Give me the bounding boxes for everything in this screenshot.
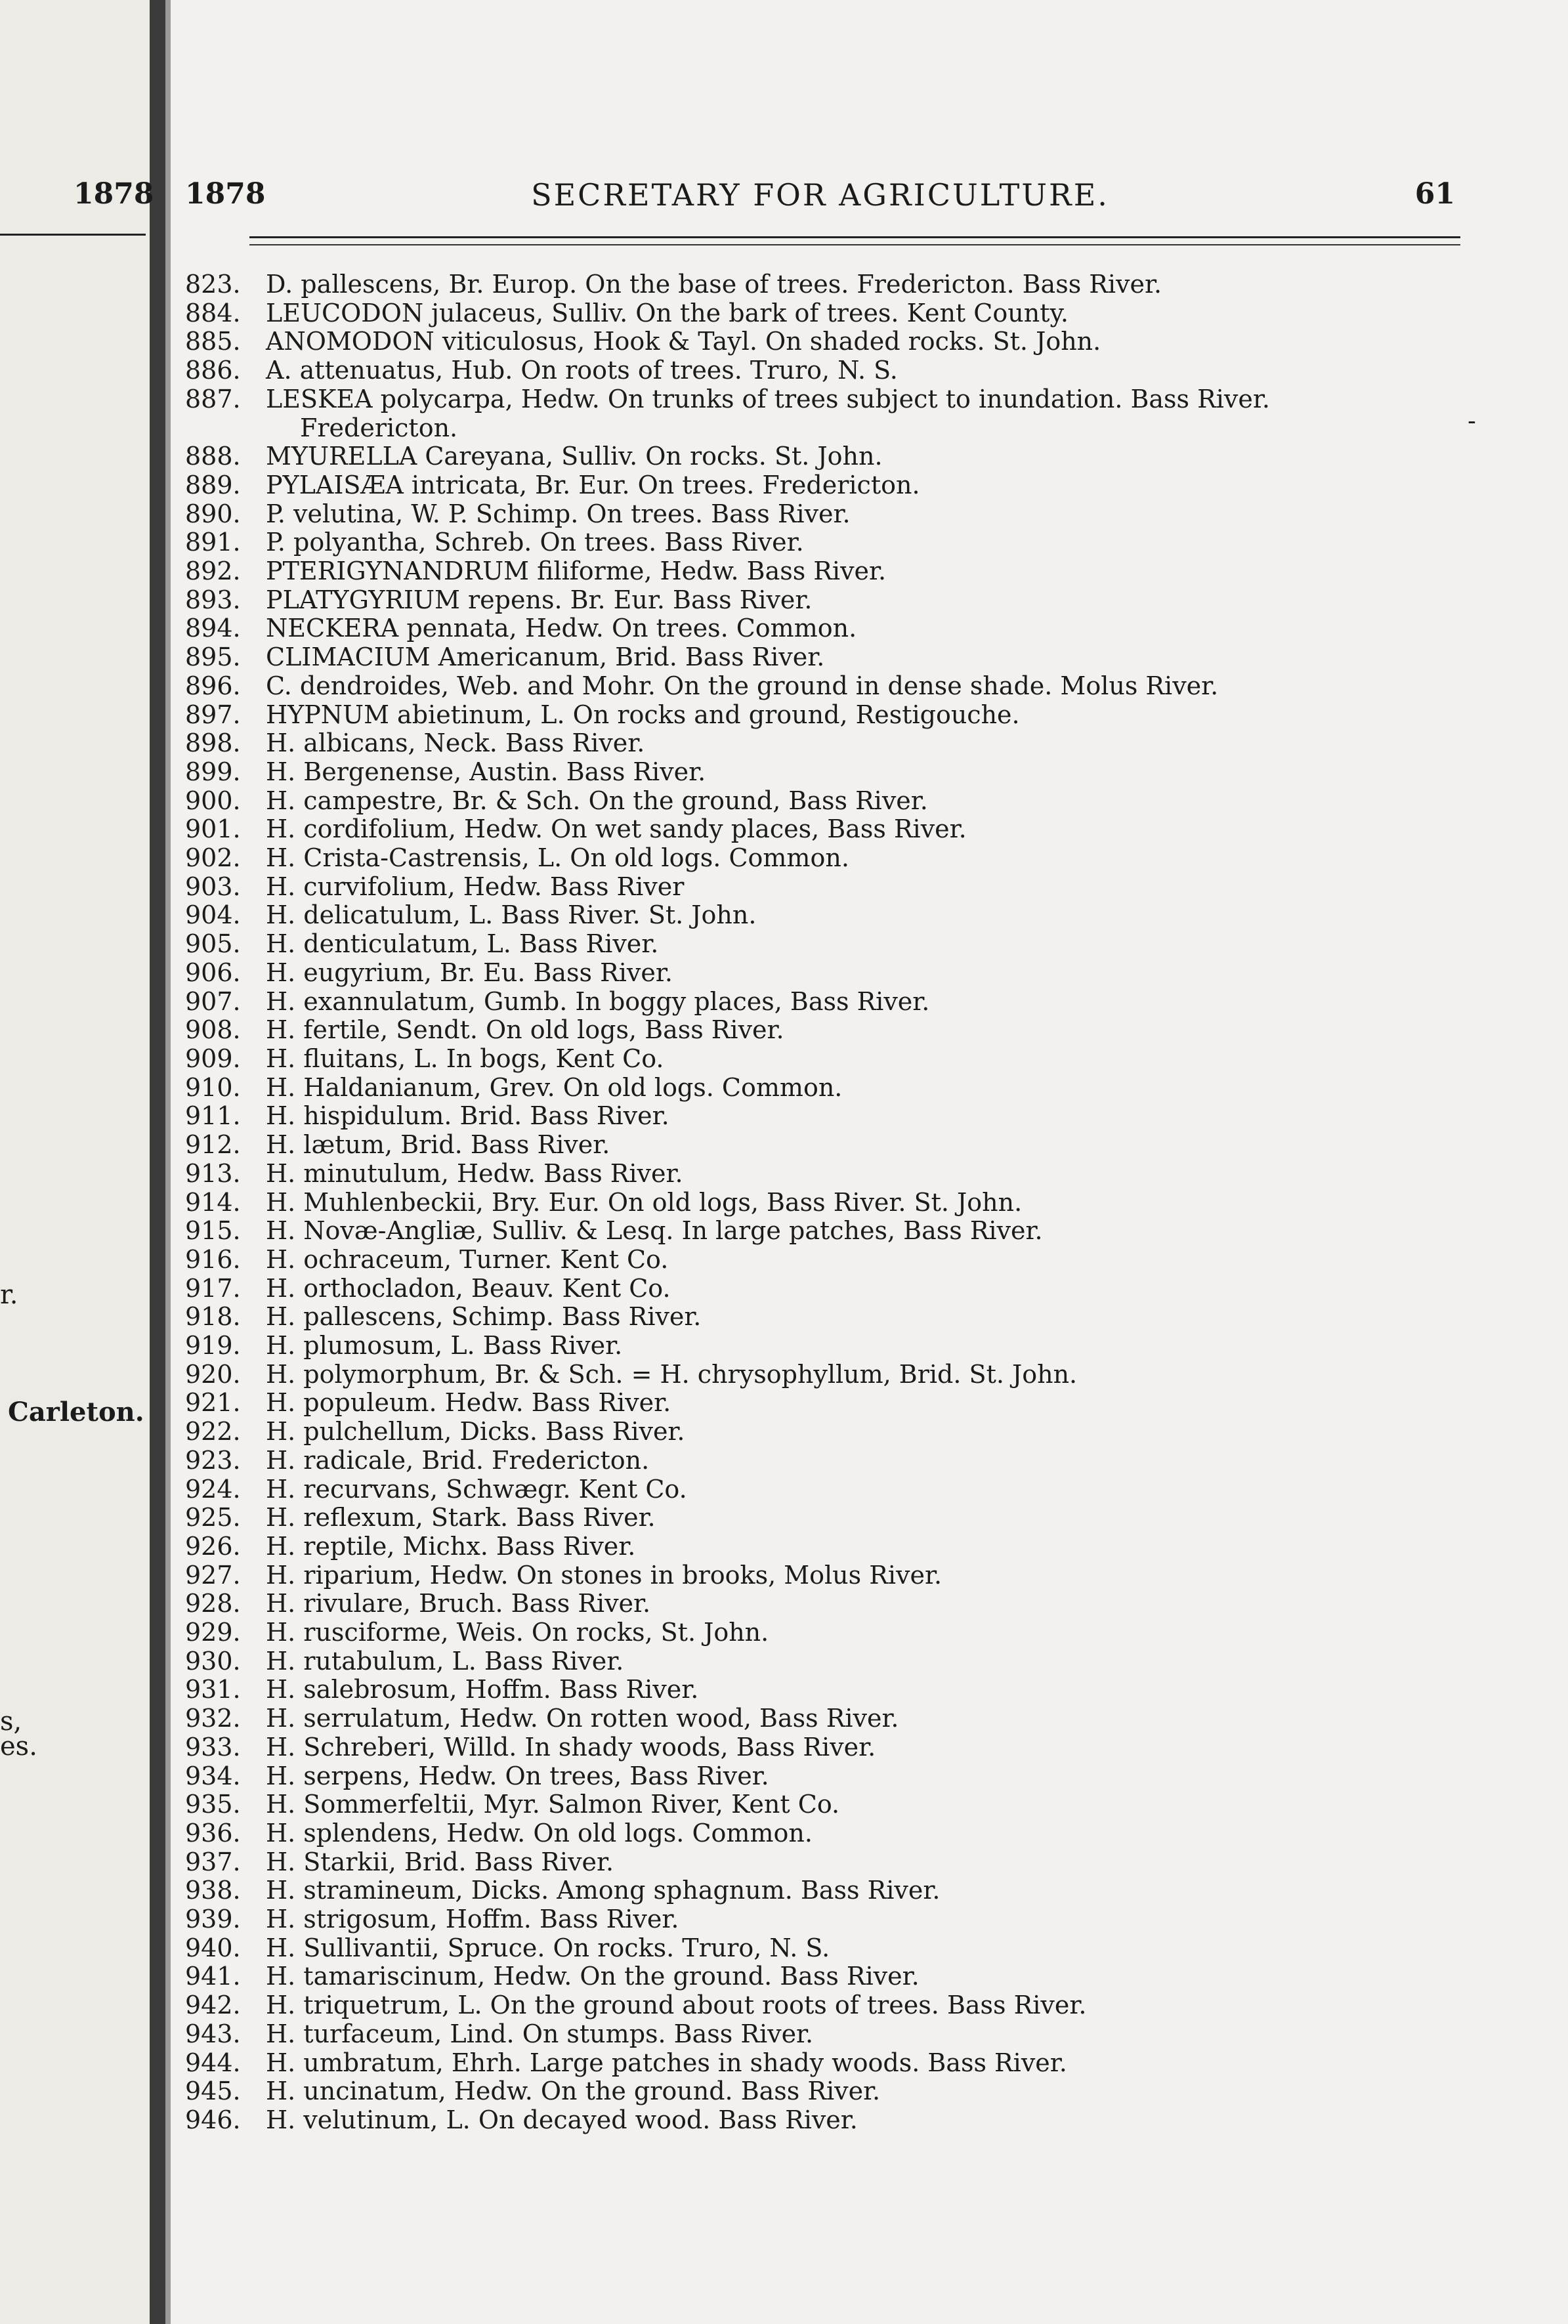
entry-text: H. strigosum, Hoffm. Bass River. bbox=[266, 1905, 679, 1934]
list-item bbox=[185, 988, 1472, 1017]
entry-text: H. Sullivantii, Spruce. On rocks. Truro, N. S. bbox=[266, 1933, 830, 1962]
entry-number: 927. bbox=[185, 1560, 241, 1590]
entry-number: 931. bbox=[185, 1675, 241, 1704]
list-item bbox=[185, 1160, 1472, 1189]
entry-text: H. Crista-Castrensis, L. On old logs. Common. bbox=[266, 843, 849, 873]
list-item bbox=[185, 270, 1472, 299]
entry-number: 906. bbox=[185, 958, 241, 987]
list-item bbox=[185, 844, 1472, 873]
entry-text: H. albicans, Neck. Bass River. bbox=[266, 729, 645, 758]
list-item bbox=[185, 614, 1472, 643]
entry-number: 911. bbox=[185, 1101, 241, 1131]
entry-text: H. campestre, Br. & Sch. On the ground, Bass River. bbox=[266, 786, 928, 815]
entry-number: 887. bbox=[185, 384, 241, 413]
entry-number: 891. bbox=[185, 528, 241, 557]
entry-text: H. Haldanianum, Grev. On old logs. Common. bbox=[266, 1072, 843, 1102]
entry-number: 935. bbox=[185, 1790, 241, 1819]
list-item bbox=[185, 1389, 1472, 1418]
book-spine-shadow bbox=[150, 0, 165, 2324]
entry-text: H. curvifolium, Hedw. Bass River bbox=[266, 872, 685, 901]
entry-number: 905. bbox=[185, 929, 241, 959]
list-item bbox=[185, 1991, 1472, 2020]
entry-text: H. reptile, Michx. Bass River. bbox=[266, 1531, 636, 1561]
list-item bbox=[185, 2020, 1472, 2049]
list-item bbox=[185, 1876, 1472, 1905]
entry-number: 907. bbox=[185, 986, 241, 1016]
entry-number: 893. bbox=[185, 585, 241, 614]
header-rule-thick bbox=[249, 236, 1460, 238]
entry-number: 890. bbox=[185, 499, 241, 528]
entry-text: H. eugyrium, Br. Eu. Bass River. bbox=[266, 958, 673, 987]
list-item bbox=[185, 1275, 1472, 1303]
list-item bbox=[185, 1102, 1472, 1131]
entry-number: 917. bbox=[185, 1273, 241, 1303]
entry-text: H. riparium, Hedw. On stones in brooks, Molus River. bbox=[266, 1560, 943, 1590]
entry-text: H. serrulatum, Hedw. On rotten wood, Bass River. bbox=[266, 1704, 899, 1733]
list-item bbox=[185, 787, 1472, 816]
list-item bbox=[185, 1332, 1472, 1361]
entry-text: H. rusciforme, Weis. On rocks, St. John. bbox=[266, 1618, 769, 1647]
entry-number: 946. bbox=[185, 2105, 241, 2134]
list-item bbox=[185, 442, 1472, 471]
entry-text: H. polymorphum, Br. & Sch. = H. chrysophyllum, Brid. St. John. bbox=[266, 1359, 1078, 1389]
entry-text: H. turfaceum, Lind. On stumps. Bass River. bbox=[266, 2019, 814, 2048]
entry-number: 902. bbox=[185, 843, 241, 873]
entry-number: 942. bbox=[185, 1991, 241, 2020]
entry-number: 899. bbox=[185, 757, 241, 786]
list-item bbox=[185, 1704, 1472, 1733]
page-title: SECRETARY FOR AGRICULTURE. bbox=[531, 177, 1109, 213]
entry-text: H. Novæ-Angliæ, Sulliv. & Lesq. In large patches, Bass River. bbox=[266, 1216, 1043, 1246]
species-list bbox=[185, 270, 1472, 2135]
list-item bbox=[185, 471, 1472, 500]
entry-text: H. denticulatum, L. Bass River. bbox=[266, 929, 659, 959]
entry-number: 921. bbox=[185, 1388, 241, 1418]
book-spine-edge bbox=[165, 0, 171, 2324]
entry-text: H. ochraceum, Turner. Kent Co. bbox=[266, 1244, 669, 1274]
entry-number: 912. bbox=[185, 1130, 241, 1160]
list-item bbox=[185, 2049, 1472, 2078]
list-item bbox=[185, 2106, 1472, 2135]
line-hyphen: - bbox=[1468, 406, 1476, 435]
list-item bbox=[185, 643, 1472, 672]
list-item bbox=[185, 528, 1472, 557]
entry-number: 909. bbox=[185, 1044, 241, 1073]
entry-text: H. radicale, Brid. Fredericton. bbox=[266, 1445, 650, 1475]
entry-text: PYLAISÆA intricata, Br. Eur. On trees. Fredericton. bbox=[266, 470, 920, 499]
left-fragment-carleton: Carleton. bbox=[8, 1397, 144, 1427]
entry-text: H. tamariscinum, Hedw. On the ground. Bass River. bbox=[266, 1962, 920, 1991]
left-fragment-r: r. bbox=[0, 1280, 18, 1310]
entry-text: H. salebrosum, Hoffm. Bass River. bbox=[266, 1675, 699, 1704]
list-item bbox=[185, 385, 1472, 414]
entry-number: 920. bbox=[185, 1359, 241, 1389]
entry-number: 914. bbox=[185, 1187, 241, 1217]
entry-number: 938. bbox=[185, 1876, 241, 1905]
entry-text: H. rutabulum, L. Bass River. bbox=[266, 1646, 624, 1676]
entry-text: LESKEA polycarpa, Hedw. On trunks of trees subject to inundation. Bass River. bbox=[266, 384, 1270, 413]
entry-text: HYPNUM abietinum, L. On rocks and ground, Restigouche. bbox=[266, 700, 1020, 729]
entry-number: 932. bbox=[185, 1704, 241, 1733]
entry-number: 895. bbox=[185, 643, 241, 672]
list-item bbox=[185, 1618, 1472, 1647]
list-item bbox=[185, 1848, 1472, 1877]
entry-number: 925. bbox=[185, 1503, 241, 1532]
list-item bbox=[185, 1676, 1472, 1704]
list-item bbox=[185, 1045, 1472, 1074]
list-item bbox=[185, 1447, 1472, 1475]
entry-text: H. cordifolium, Hedw. On wet sandy places, Bass River. bbox=[266, 814, 967, 844]
entry-number: 901. bbox=[185, 814, 241, 844]
list-item bbox=[185, 1475, 1472, 1504]
running-header bbox=[185, 177, 1455, 217]
entry-number: 937. bbox=[185, 1847, 241, 1876]
entry-text: H. rivulare, Bruch. Bass River. bbox=[266, 1589, 651, 1618]
list-item bbox=[185, 2077, 1472, 2106]
entry-text: H. Starkii, Brid. Bass River. bbox=[266, 1847, 614, 1876]
list-item bbox=[185, 901, 1472, 930]
entry-text: PLATYGYRIUM repens. Br. Eur. Bass River. bbox=[266, 585, 813, 614]
entry-number: 904. bbox=[185, 900, 241, 930]
entry-text: H. plumosum, L. Bass River. bbox=[266, 1331, 623, 1361]
entry-number: 943. bbox=[185, 2019, 241, 2048]
entry-text: LEUCODON julaceus, Sulliv. On the bark of trees. Kent County. bbox=[266, 298, 1069, 327]
list-item bbox=[185, 758, 1472, 787]
list-item bbox=[185, 959, 1472, 988]
entry-text: H. Muhlenbeckii, Bry. Eur. On old logs, Bass River. St. John. bbox=[266, 1187, 1023, 1217]
entry-number: 918. bbox=[185, 1302, 241, 1332]
list-item bbox=[185, 1762, 1472, 1791]
entry-text: H. fluitans, L. In bogs, Kent Co. bbox=[266, 1044, 664, 1073]
entry-text: H. Schreberi, Willd. In shady woods, Bass River. bbox=[266, 1732, 876, 1762]
entry-continuation: Fredericton. bbox=[300, 413, 458, 442]
left-page-year: 1878 bbox=[74, 177, 154, 211]
entry-number: 926. bbox=[185, 1531, 241, 1561]
list-item bbox=[185, 1418, 1472, 1447]
entry-text: H. umbratum, Ehrh. Large patches in shady woods. Bass River. bbox=[266, 2048, 1067, 2077]
entry-number: 945. bbox=[185, 2077, 241, 2106]
list-item bbox=[185, 1790, 1472, 1819]
list-item bbox=[185, 1074, 1472, 1103]
entry-number: 928. bbox=[185, 1589, 241, 1618]
list-item bbox=[185, 557, 1472, 586]
entry-text: H. pulchellum, Dicks. Bass River. bbox=[266, 1417, 685, 1447]
list-item bbox=[185, 873, 1472, 902]
list-item bbox=[185, 1217, 1472, 1246]
left-page-rule bbox=[0, 234, 146, 236]
entry-text: H. delicatulum, L. Bass River. St. John. bbox=[266, 900, 757, 930]
list-item bbox=[185, 327, 1472, 356]
entry-text: H. reflexum, Stark. Bass River. bbox=[266, 1503, 656, 1532]
list-item bbox=[185, 299, 1472, 328]
entry-text: H. stramineum, Dicks. Among sphagnum. Bass River. bbox=[266, 1876, 941, 1905]
list-item bbox=[185, 930, 1472, 959]
list-item bbox=[185, 1361, 1472, 1389]
entry-text: H. uncinatum, Hedw. On the ground. Bass River. bbox=[266, 2077, 881, 2106]
entry-number: 910. bbox=[185, 1072, 241, 1102]
entry-number: 923. bbox=[185, 1445, 241, 1475]
entry-number: 922. bbox=[185, 1417, 241, 1447]
entry-text: H. splendens, Hedw. On old logs. Common. bbox=[266, 1818, 813, 1848]
entry-number: 941. bbox=[185, 1962, 241, 1991]
list-item bbox=[185, 672, 1472, 701]
page-number: 61 bbox=[1414, 177, 1455, 211]
list-item bbox=[185, 1647, 1472, 1676]
left-page-margin bbox=[0, 0, 150, 2324]
entry-text: H. exannulatum, Gumb. In boggy places, Bass River. bbox=[266, 986, 930, 1016]
list-item bbox=[185, 1016, 1472, 1045]
entry-number: 886. bbox=[185, 356, 241, 385]
list-item bbox=[185, 1504, 1472, 1532]
entry-text: H. hispidulum. Brid. Bass River. bbox=[266, 1101, 669, 1131]
entry-number: 908. bbox=[185, 1015, 241, 1045]
entry-number: 889. bbox=[185, 470, 241, 499]
entry-text: C. dendroides, Web. and Mohr. On the ground in dense shade. Molus River. bbox=[266, 671, 1219, 700]
entry-number: 888. bbox=[185, 442, 241, 471]
list-item bbox=[185, 701, 1472, 730]
entry-text: H. populeum. Hedw. Bass River. bbox=[266, 1388, 671, 1418]
entry-text: H. pallescens, Schimp. Bass River. bbox=[266, 1302, 702, 1332]
entry-text: H. Bergenense, Austin. Bass River. bbox=[266, 757, 706, 786]
entry-text: H. lætum, Brid. Bass River. bbox=[266, 1130, 610, 1160]
entry-number: 939. bbox=[185, 1905, 241, 1934]
list-item bbox=[185, 1189, 1472, 1217]
entry-text: P. polyantha, Schreb. On trees. Bass River. bbox=[266, 528, 804, 557]
entry-number: 892. bbox=[185, 557, 241, 586]
entry-number: 930. bbox=[185, 1646, 241, 1676]
entry-number: 940. bbox=[185, 1933, 241, 1962]
entry-number: 898. bbox=[185, 729, 241, 758]
entry-text: H. triquetrum, L. On the ground about roots of trees. Bass River. bbox=[266, 1991, 1087, 2020]
entry-number: 900. bbox=[185, 786, 241, 815]
list-item bbox=[185, 1905, 1472, 1934]
entry-text: H. orthocladon, Beauv. Kent Co. bbox=[266, 1273, 671, 1303]
entry-text: H. serpens, Hedw. On trees, Bass River. bbox=[266, 1761, 769, 1790]
entry-number: 884. bbox=[185, 298, 241, 327]
list-item bbox=[185, 1303, 1472, 1332]
entry-number: 896. bbox=[185, 671, 241, 700]
entry-number: 897. bbox=[185, 700, 241, 729]
entry-number: 894. bbox=[185, 614, 241, 643]
list-item bbox=[185, 1819, 1472, 1848]
entry-number: 924. bbox=[185, 1474, 241, 1504]
entry-text: H. fertile, Sendt. On old logs, Bass River. bbox=[266, 1015, 784, 1045]
list-item bbox=[185, 1934, 1472, 1963]
list-item bbox=[185, 1561, 1472, 1590]
entry-text: A. attenuatus, Hub. On roots of trees. Truro, N. S. bbox=[266, 356, 898, 385]
header-rule-thin bbox=[249, 244, 1460, 245]
list-item bbox=[185, 1131, 1472, 1160]
entry-text: H. minutulum, Hedw. Bass River. bbox=[266, 1158, 683, 1188]
entry-text: H. Sommerfeltii, Myr. Salmon River, Kent Co. bbox=[266, 1790, 840, 1819]
entry-text: D. pallescens, Br. Europ. On the base of trees. Fredericton. Bass River. bbox=[266, 270, 1162, 299]
entry-text: ANOMODON viticulosus, Hook & Tayl. On shaded rocks. St. John. bbox=[266, 327, 1101, 356]
entry-number: 903. bbox=[185, 872, 241, 901]
entry-number: 934. bbox=[185, 1761, 241, 1790]
list-item bbox=[185, 1962, 1472, 1991]
list-item bbox=[185, 356, 1472, 385]
header-year: 1878 bbox=[185, 177, 266, 211]
entry-number: 929. bbox=[185, 1618, 241, 1647]
list-item bbox=[185, 586, 1472, 615]
list-item bbox=[185, 1590, 1472, 1618]
list-item bbox=[185, 815, 1472, 844]
entry-text: CLIMACIUM Americanum, Brid. Bass River. bbox=[266, 643, 825, 672]
entry-text: NECKERA pennata, Hedw. On trees. Common. bbox=[266, 614, 857, 643]
entry-number: 933. bbox=[185, 1732, 241, 1762]
list-item bbox=[185, 1532, 1472, 1561]
entry-number: 823. bbox=[185, 270, 241, 299]
entry-number: 916. bbox=[185, 1244, 241, 1274]
left-fragment-es: es. bbox=[0, 1731, 37, 1762]
list-item bbox=[185, 1246, 1472, 1275]
entry-number: 919. bbox=[185, 1331, 241, 1361]
list-item bbox=[185, 729, 1472, 758]
left-fragment-s: s, bbox=[0, 1706, 22, 1737]
entry-number: 936. bbox=[185, 1818, 241, 1848]
entry-text: P. velutina, W. P. Schimp. On trees. Bass River. bbox=[266, 499, 851, 528]
entry-text: H. velutinum, L. On decayed wood. Bass River. bbox=[266, 2105, 858, 2134]
entry-number: 885. bbox=[185, 327, 241, 356]
list-item bbox=[185, 1733, 1472, 1762]
entry-number: 915. bbox=[185, 1216, 241, 1246]
entry-text: H. recurvans, Schwægr. Kent Co. bbox=[266, 1474, 687, 1504]
list-item bbox=[185, 500, 1472, 529]
entry-number: 944. bbox=[185, 2048, 241, 2077]
entry-number: 913. bbox=[185, 1158, 241, 1188]
entry-text: PTERIGYNANDRUM filiforme, Hedw. Bass River. bbox=[266, 557, 887, 586]
entry-text: MYURELLA Careyana, Sulliv. On rocks. St. John. bbox=[266, 442, 883, 471]
